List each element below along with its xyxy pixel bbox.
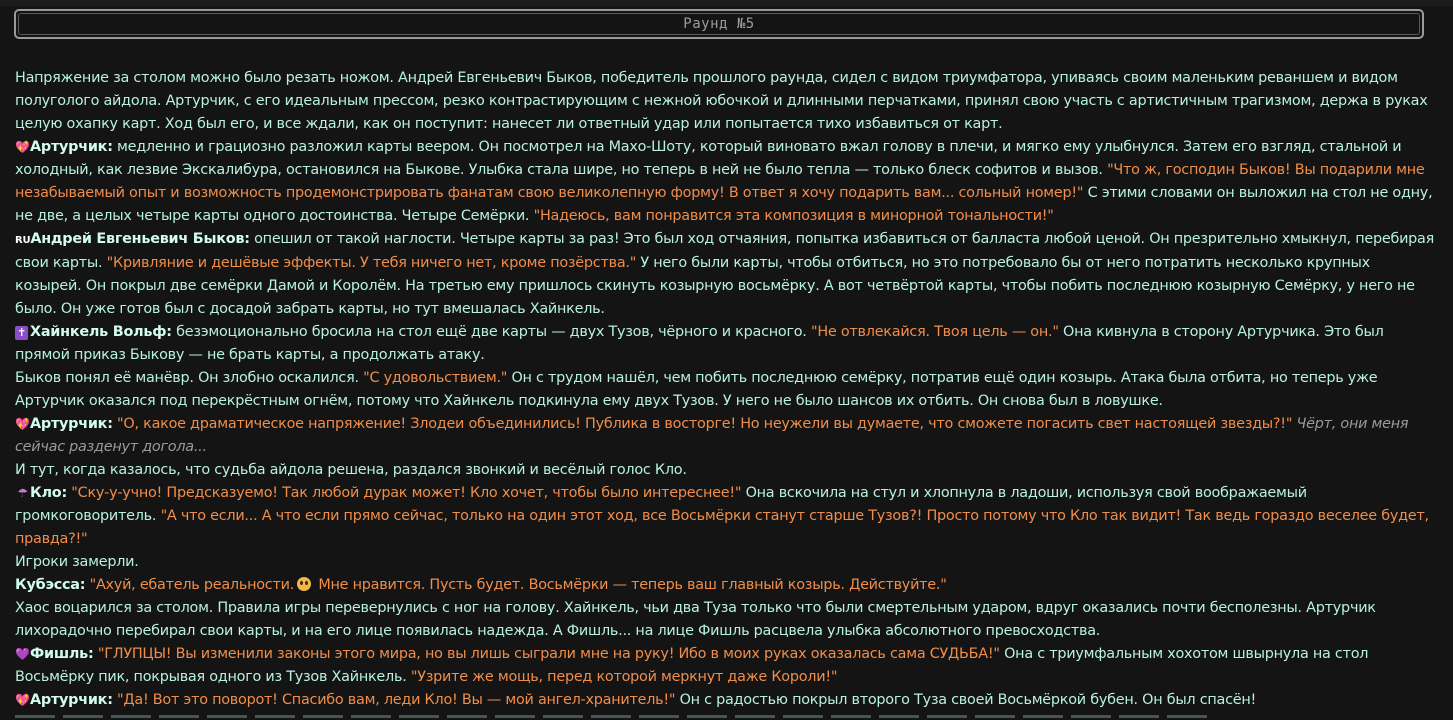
cross-icon: ✝	[15, 326, 28, 340]
dialogue-line-klo	[15, 482, 1440, 551]
speaker-name: Кубэсса:	[15, 577, 86, 593]
quote-text: "А что если... А что если прямо сейчас, только на один этот ход, все Восьмёрки станут старше Тузов?! Просто потому что Кло так видит! Так ведь гораздо веселее будет, правда?!"	[15, 508, 1429, 547]
heart-icon: 💖	[15, 417, 30, 431]
quote-text: "О, какое драматическое напряжение! Злодеи объединились! Публика в восторге! Но неужели вы думаете, что сможете погасить свет настоящей звезды?!"	[112, 416, 1293, 432]
speaker-name: Артурчик:	[30, 416, 113, 432]
narration-text: Она кивнула в сторону Артурчика. Это был прямой приказ Быкову — не брать карты, а продолжать атаку.	[15, 324, 1384, 363]
narration-text: С этими словами он выложил на стол не одну, не две, а целых четыре карты одного достоинства. Четыре Семёрки.	[15, 185, 1433, 224]
round-header	[14, 9, 1424, 39]
heart-icon: 💖	[15, 693, 30, 707]
story-text	[15, 67, 1440, 712]
umbrella-icon: ☂	[17, 486, 28, 500]
narration-text: безэмоционально бросила на стол ещё две карты — двух Тузов, чёрного и красного.	[171, 324, 811, 340]
narration-text: Он с радостью покрыл второго Туза своей Восьмёркой бубен. Он был спасён!	[675, 692, 1257, 708]
narration-paragraph: Игроки замерли.	[15, 554, 139, 570]
speaker-name: Фишль:	[30, 646, 94, 662]
quote-text: "Кривляние и дешёвые эффекты. У тебя ничего нет, кроме позёрства."	[106, 255, 637, 271]
narration-text: опешил от такой наглости. Четыре карты за раз! Это был ход отчаяния, попытка избавиться от балласта любой ценой. Он презрительно хмыкнул, перебирая свои карты.	[15, 231, 1435, 271]
quote-text: "Узрите же мощь, перед которой меркнут даже Короли!"	[410, 669, 838, 685]
dialogue-line-kubessa	[15, 574, 1440, 597]
quote-text: "Что ж, господин Быков! Вы подарили мне незабываемый опыт и возможность продемонстрировать фанатам свою великолепную форму! В ответ я хочу подарить вам... сольный номер!"	[15, 162, 1425, 201]
cut-off-line-fragment	[15, 715, 1215, 718]
quote-text: "ГЛУПЦЫ! Вы изменили законы этого мира, но вы лишь сыграли мне на руку! Ибо в моих руках оказалась сама СУДЬБА!"	[93, 646, 1000, 662]
dialogue-line-heinkel	[15, 321, 1440, 367]
quote-text: "Да! Вот это поворот! Спасибо вам, леди Кло! Вы — мой ангел-хранитель!"	[112, 692, 676, 708]
quote-text: "Не отвлекайся. Твоя цель — он."	[810, 324, 1059, 340]
flag-ru-icon: RU	[15, 235, 31, 246]
quote-text: Мне нравится. Пусть будет. Восьмёрки — теперь ваш главный козырь. Действуйте."	[314, 577, 947, 593]
quote-text: "С удовольствием."	[363, 370, 508, 386]
heart-icon: 💖	[15, 140, 30, 154]
speaker-name: Артурчик:	[30, 692, 113, 708]
flushed-face-icon	[297, 577, 311, 591]
narration-text: медленно и грациозно разложил карты веером. Он посмотрел на Махо-Шоту, который виновато вжал голову в плечи, и мягко ему улыбнулся. Затем его взгляд, стальной и холодный, как лезвие Экскалибура, остановился на Быкове. Улыбка стала шире, но теперь в ней не было тепла — только блеск софитов и вызов.	[15, 139, 1402, 178]
speaker-name: Хайнкель Вольф:	[30, 324, 172, 340]
top-edge	[0, 0, 1453, 6]
speaker-name: Кло:	[30, 485, 67, 501]
thought-text: Чёрт, они меня сейчас разденут догола...	[15, 416, 1409, 455]
quote-text: "Ску-у-учно! Предсказуемо! Так любой дурак может! Кло хочет, чтобы было интереснее!"	[66, 485, 742, 501]
dialogue-line-bykov	[15, 228, 1440, 321]
round-title: Раунд №5	[683, 16, 755, 32]
purple-heart-icon: 💜	[15, 647, 30, 661]
narration-text: Он с трудом нашёл, чем побить последнюю семёрку, потратив ещё один козырь. Атака была отбита, но теперь уже Артурчик оказался под перекрёстным огнём, потому что Хайнкель подкинула ему двух Тузов. У него не было шансов их отбить. Он снова был в ловушке.	[15, 370, 1378, 409]
dialogue-line-fischl	[15, 643, 1440, 689]
cut-off-next-line	[0, 709, 1453, 720]
narration-text: Быков понял её манёвр. Он злобно оскалился.	[15, 370, 364, 386]
speaker-name: Артурчик:	[30, 139, 113, 155]
speaker-name: Андрей Евгеньевич Быков:	[30, 231, 250, 247]
narration-paragraph: Напряжение за столом можно было резать ножом. Андрей Евгеньевич Быков, победитель прошлого раунда, сидел с видом триумфатора, упиваясь своим маленьким реваншем и видом полуголого айдола. Артурчик, с его идеальным прессом, резко контрастирующим с нежной юбочкой и длинными перчатками, принял свою участь с артистичным трагизмом, держа в руках целую охапку карт. Ход был его, и все ждали, как он поступит: нанесет ли ответный удар или попытается тихо избавиться от карт.	[15, 70, 1428, 132]
narration-text: У него были карты, чтобы отбиться, но это потребовало бы от него потратить несколько крупных козырей. Он покрыл две семёрки Дамой и Королём. На третью ему пришлось скинуть козырную восьмёрку. А вот четвёртой карты, чтобы побить последнюю козырную Семёрку, у него не было. Он уже готов был с досадой забрать карты, но тут вмешалась Хайнкель.	[15, 255, 1415, 317]
quote-text: "Надеюсь, вам понравится эта композиция в минорной тональности!"	[533, 208, 1054, 224]
quote-text: "Ахуй, ебатель реальности.	[85, 577, 295, 593]
narration-paragraph: Хаос воцарился за столом. Правила игры перевернулись с ног на голову. Хайнкель, чьи два Туза только что были смертельным ударом, вдруг оказались почти бесполезны. Артурчик лихорадочно перебирал свои карты, и на его лице появилась надежда. А Фишль... на лице Фишль расцвела улыбка абсолютного превосходства.	[15, 600, 1376, 639]
narration-paragraph	[15, 367, 1440, 413]
dialogue-line-arturchik	[15, 136, 1440, 228]
narration-text: Она с триумфальным хохотом швырнула на стол Восьмёрку пик, покрывая одного из Тузов Хайнкель.	[15, 646, 1369, 685]
narration-text: Она вскочила на стул и хлопнула в ладоши, используя свой воображаемый громкоговоритель.	[15, 485, 1307, 524]
dialogue-line-arturchik	[15, 413, 1440, 459]
narration-paragraph: И тут, когда казалось, что судьба айдола решена, раздался звонкий и весёлый голос Кло.	[15, 462, 687, 478]
